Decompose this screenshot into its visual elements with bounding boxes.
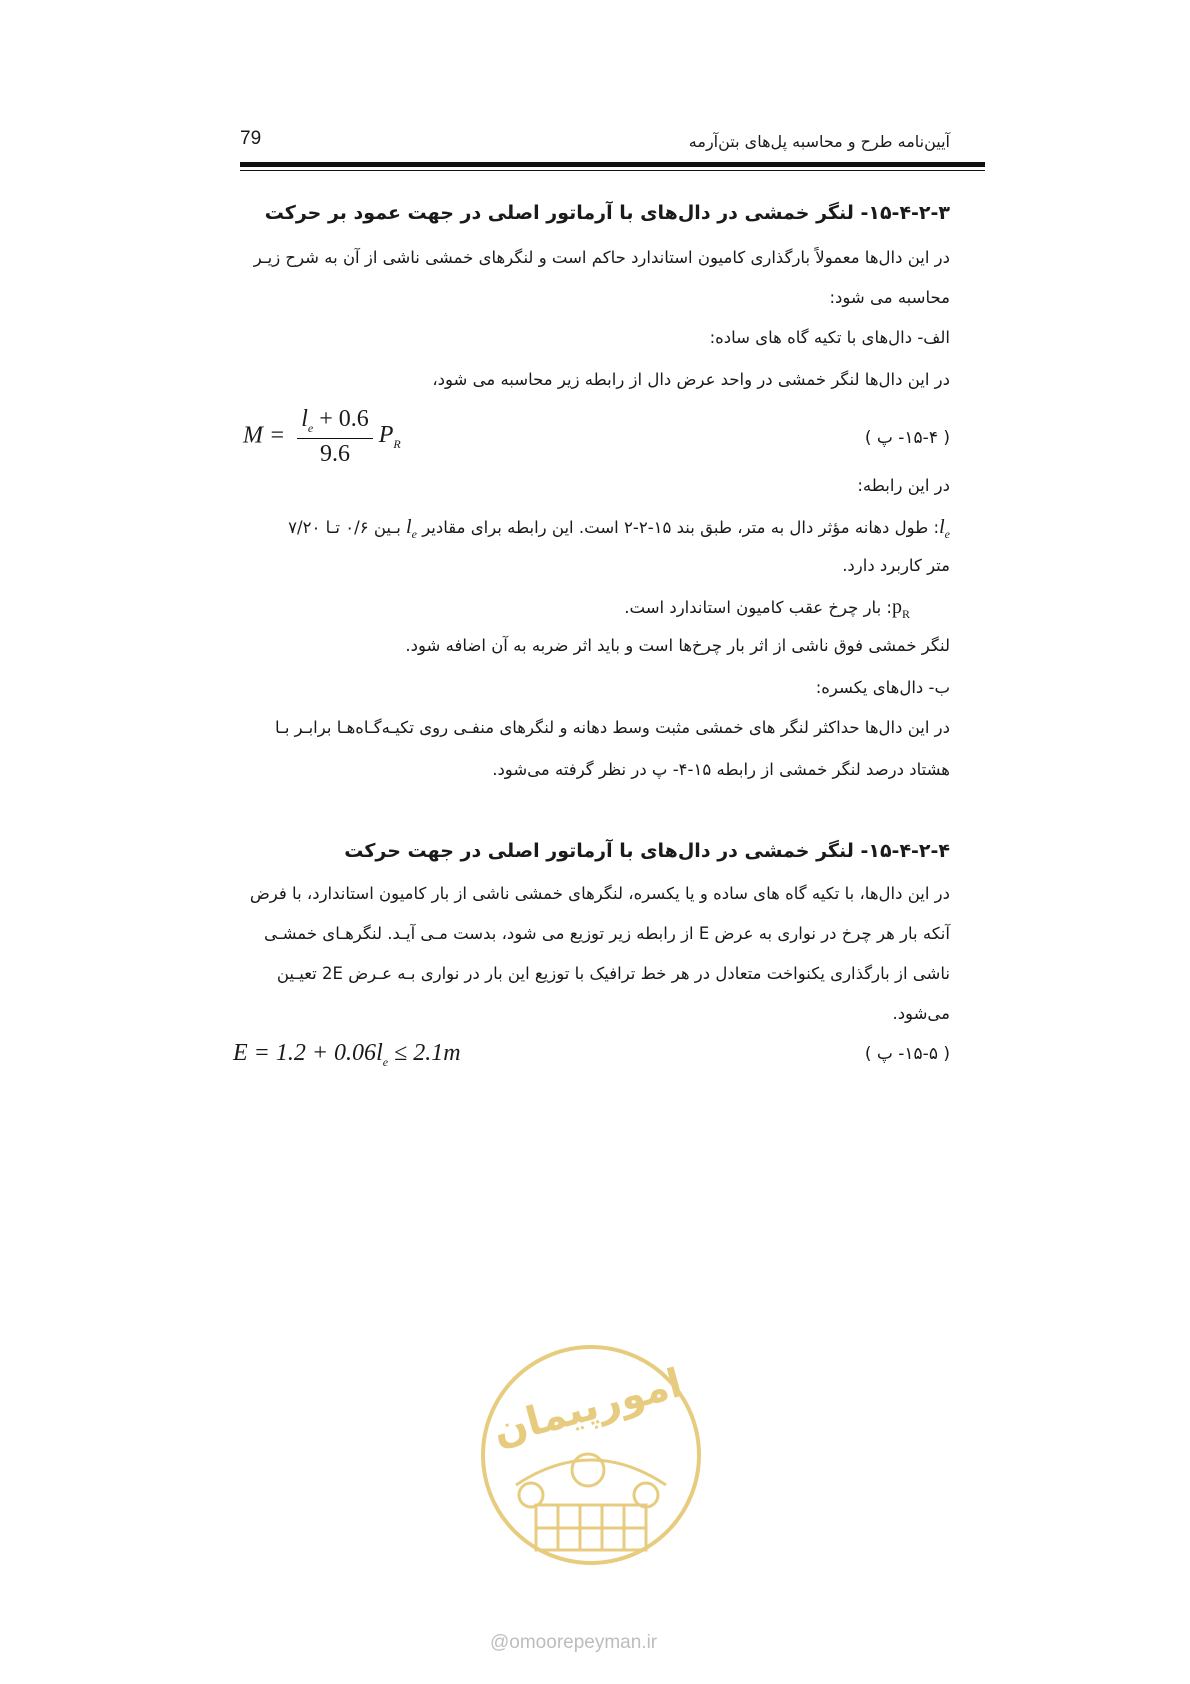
paragraph-line: آنکه بار هر چرخ در نواری به عرض E از رابطه زیر توزیع می شود، بدست مـی آیـد. لنگرهـای خمشـی <box>264 924 950 943</box>
watermark-url: @omoorepeyman.ir <box>490 1632 658 1653</box>
header-rule-thick <box>240 162 985 167</box>
watermark-logo <box>476 1340 706 1570</box>
paragraph-line: متر کاربرد دارد. <box>842 556 950 575</box>
equation-fraction <box>297 406 373 468</box>
header-rule-thin <box>240 170 985 171</box>
equation-number: ( ۱۵-۵- پ ) <box>864 1044 950 1064</box>
page-number: 79 <box>240 128 262 149</box>
section-heading-perpendicular: ۱۵-۴-۲-۳- لنگر خمشی در دال‌های با آرماتور اصلی در جهت عمود بر حرکت <box>264 202 950 224</box>
paragraph-line: ناشی از بارگذاری یکنواخت متعادل در هر خط ترافیک با توزیع این بار در نواری بـه عـرض 2E تعیـین <box>276 964 950 983</box>
fraction-denominator: 9.6 <box>319 440 350 467</box>
subsection-title-continuous: ب- دال‌های یکسره: <box>815 678 950 697</box>
subsection-title-simple-supports: الف- دال‌های با تکیه گاه های ساده: <box>709 328 950 347</box>
equation-factor: $P_R$ <box>378 422 401 452</box>
fraction-numerator: $l_e + 0.6$ <box>297 406 373 439</box>
le-definition-line: $l_e$: طول دهانه مؤثر دال به متر، طبق بند ۱۵-۲-۲ است. این رابطه برای مقادیر $l_e$ بـین ۰/۶ تـا ۷/۲۰ <box>288 516 950 541</box>
paragraph-line: در این دال‌ها معمولاً بارگذاری کامیون استاندارد حاکم است و لنگرهای خمشی ناشی از آن به شرح زیـر <box>253 248 950 267</box>
equation-number: ( ۱۵-۴- پ ) <box>864 428 950 448</box>
le-symbol: $l_e$ <box>939 516 950 541</box>
paragraph-line: در این دال‌ها، با تکیه گاه های ساده و یا یکسره، لنگرهای خمشی ناشی از بار کامیون استاندارد، با فرض <box>249 884 950 903</box>
paragraph-line: می‌شود. <box>892 1004 950 1023</box>
equation-lhs: M = <box>243 422 286 449</box>
paragraph-line: در این دال‌ها حداکثر لنگر های خمشی مثبت وسط دهانه و لنگرهای منفـی روی تکیـه‌گـاه‌هـا برابـر بـا <box>274 718 950 737</box>
equation-moment <box>243 406 401 468</box>
where-label: در این رابطه: <box>857 476 950 495</box>
paragraph-line: در این دال‌ها لنگر خمشی در واحد عرض دال از رابطه زیر محاسبه می شود، <box>432 370 950 389</box>
paragraph-line: هشتاد درصد لنگر خمشی از رابطه ۱۵-۴- پ در نظر گرفته می‌شود. <box>492 760 950 779</box>
paragraph-line: محاسبه می شود: <box>829 288 950 307</box>
le-symbol-inline: $l_e$ <box>406 516 417 541</box>
watermark-logo-text: امورپیمان <box>488 1360 688 1455</box>
section-heading-parallel: ۱۵-۴-۲-۴- لنگر خمشی در دال‌های با آرماتور اصلی در جهت حرکت <box>344 840 950 862</box>
impact-note: لنگر خمشی فوق ناشی از اثر بار چرخ‌ها است و باید اثر ضربه به آن اضافه شود. <box>405 636 950 655</box>
pr-symbol: $p_R$ <box>891 596 910 621</box>
running-header-title: آیین‌نامه طرح و محاسبه پل‌های بتن‌آرمه <box>688 132 950 151</box>
equation-distribution-width: $E = 1.2 + 0.06l_e \le 2.1m$ <box>233 1040 461 1069</box>
pr-definition: $p_R$: بار چرخ عقب کامیون استاندارد است. <box>624 596 910 621</box>
